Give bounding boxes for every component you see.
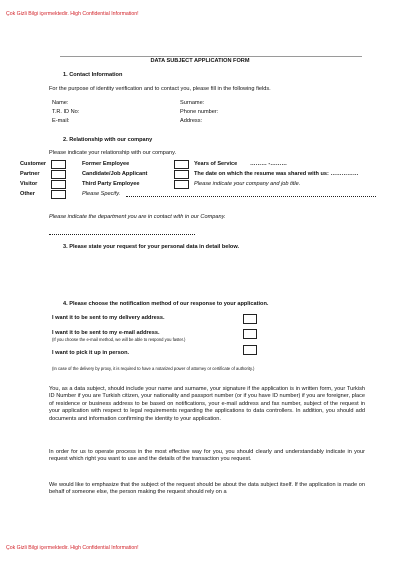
checkbox-other[interactable]: [51, 190, 66, 199]
checkbox-third-party[interactable]: [174, 180, 189, 189]
checkbox-notify-pickup[interactable]: [243, 345, 257, 355]
request-detail-area[interactable]: [49, 256, 359, 296]
department-line[interactable]: [49, 230, 195, 235]
checkbox-notify-delivery[interactable]: [243, 314, 257, 324]
option-third-party-label: Third Party Employee: [82, 181, 140, 187]
section4-heading: 4. Please choose the notification method of our response to your application.: [63, 301, 269, 307]
checkbox-former-employee[interactable]: [174, 160, 189, 169]
department-hint: Please indicate the department you are in contact with in our Company.: [49, 214, 226, 220]
paragraph-effective-process: In order for us to operate process in the most effective way for you, you should clearly and understandably indicate in your request which right you want to use and the details of the transaction you request.: [49, 449, 365, 463]
field-tr-id[interactable]: T.R. ID No:: [52, 109, 80, 115]
notify-email-note: (If you choose the e-mail method, we will be able to respond you faster.): [52, 337, 186, 342]
field-email[interactable]: E-mail:: [52, 118, 70, 124]
specify-label: Please Specify.: [82, 191, 121, 197]
years-of-service-label: Years of Service: [194, 161, 238, 167]
checkbox-notify-email[interactable]: [243, 329, 257, 339]
top-rule: [60, 56, 362, 57]
field-name[interactable]: Name:: [52, 100, 69, 106]
checkbox-customer[interactable]: [51, 160, 66, 169]
section1-heading: 1. Contact Information: [63, 72, 123, 78]
paragraph-subject-emphasis: We would like to emphasize that the subject of the request should be about the data subject itself. If the application is made on behalf of someone else, the person making the request should rely on a: [49, 482, 365, 496]
confidential-footer: Çok Gizli Bilgi içermektedir. High Confidential Information!: [6, 545, 139, 551]
option-candidate-label: Candidate/Job Applicant: [82, 171, 148, 177]
section3-heading: 3. Please state your request for your personal data in detail below.: [63, 244, 240, 250]
section2-heading: 2. Relationship with our company: [63, 137, 153, 143]
notify-delivery-label: I want it to be sent to my delivery address.: [52, 315, 165, 321]
checkbox-partner[interactable]: [51, 170, 66, 179]
form-title: DATA SUBJECT APPLICATION FORM: [150, 58, 250, 64]
confidential-header: Çok Gizli Bilgi içermektedir. High Confidential Information!: [6, 11, 139, 17]
resume-date-label[interactable]: The date on which the resume was shared with us: ……………: [194, 171, 359, 177]
option-other-label: Other: [20, 191, 35, 197]
option-partner-label: Partner: [20, 171, 40, 177]
paragraph-requirements: You, as a data subject, should include your name and surname, your signature if the application is in written form, your Turkish ID Number if you are Turkish citizen, your nationality and passport number (or if you have ID number) if you are foreigner, place of residence or business address to be based on notifications, your e-mail address and fax number, subject of the request in your application with respect to legal requirements regarding the applications to data controllers. In addition, you should add documents and information confirming the identity to your application.: [49, 386, 365, 422]
field-phone[interactable]: Phone number:: [180, 109, 219, 115]
option-former-employee-label: Former Employee: [82, 161, 130, 167]
field-surname[interactable]: Surname:: [180, 100, 205, 106]
section1-intro: For the purpose of identity verification and to contact you, please fill in the following fields.: [49, 86, 271, 92]
notify-pickup-label: I want to pick it up in person.: [52, 350, 130, 356]
checkbox-candidate[interactable]: [174, 170, 189, 179]
option-visitor-label: Visitor: [20, 181, 38, 187]
years-of-service-blank[interactable]: ……… -………: [250, 161, 287, 167]
specify-line[interactable]: [126, 192, 376, 197]
field-address[interactable]: Address:: [180, 118, 203, 124]
section2-intro: Please indicate your relationship with our company.: [49, 150, 177, 156]
company-hint: Please indicate your company and job title.: [194, 181, 301, 187]
checkbox-visitor[interactable]: [51, 180, 66, 189]
proxy-note: (In case of the delivery by proxy, it is required to have a notarized power of attorney or certificate of authority.): [52, 366, 255, 371]
notify-email-label: I want it to be sent to my e-mail address.: [52, 330, 160, 336]
option-customer-label: Customer: [20, 161, 47, 167]
